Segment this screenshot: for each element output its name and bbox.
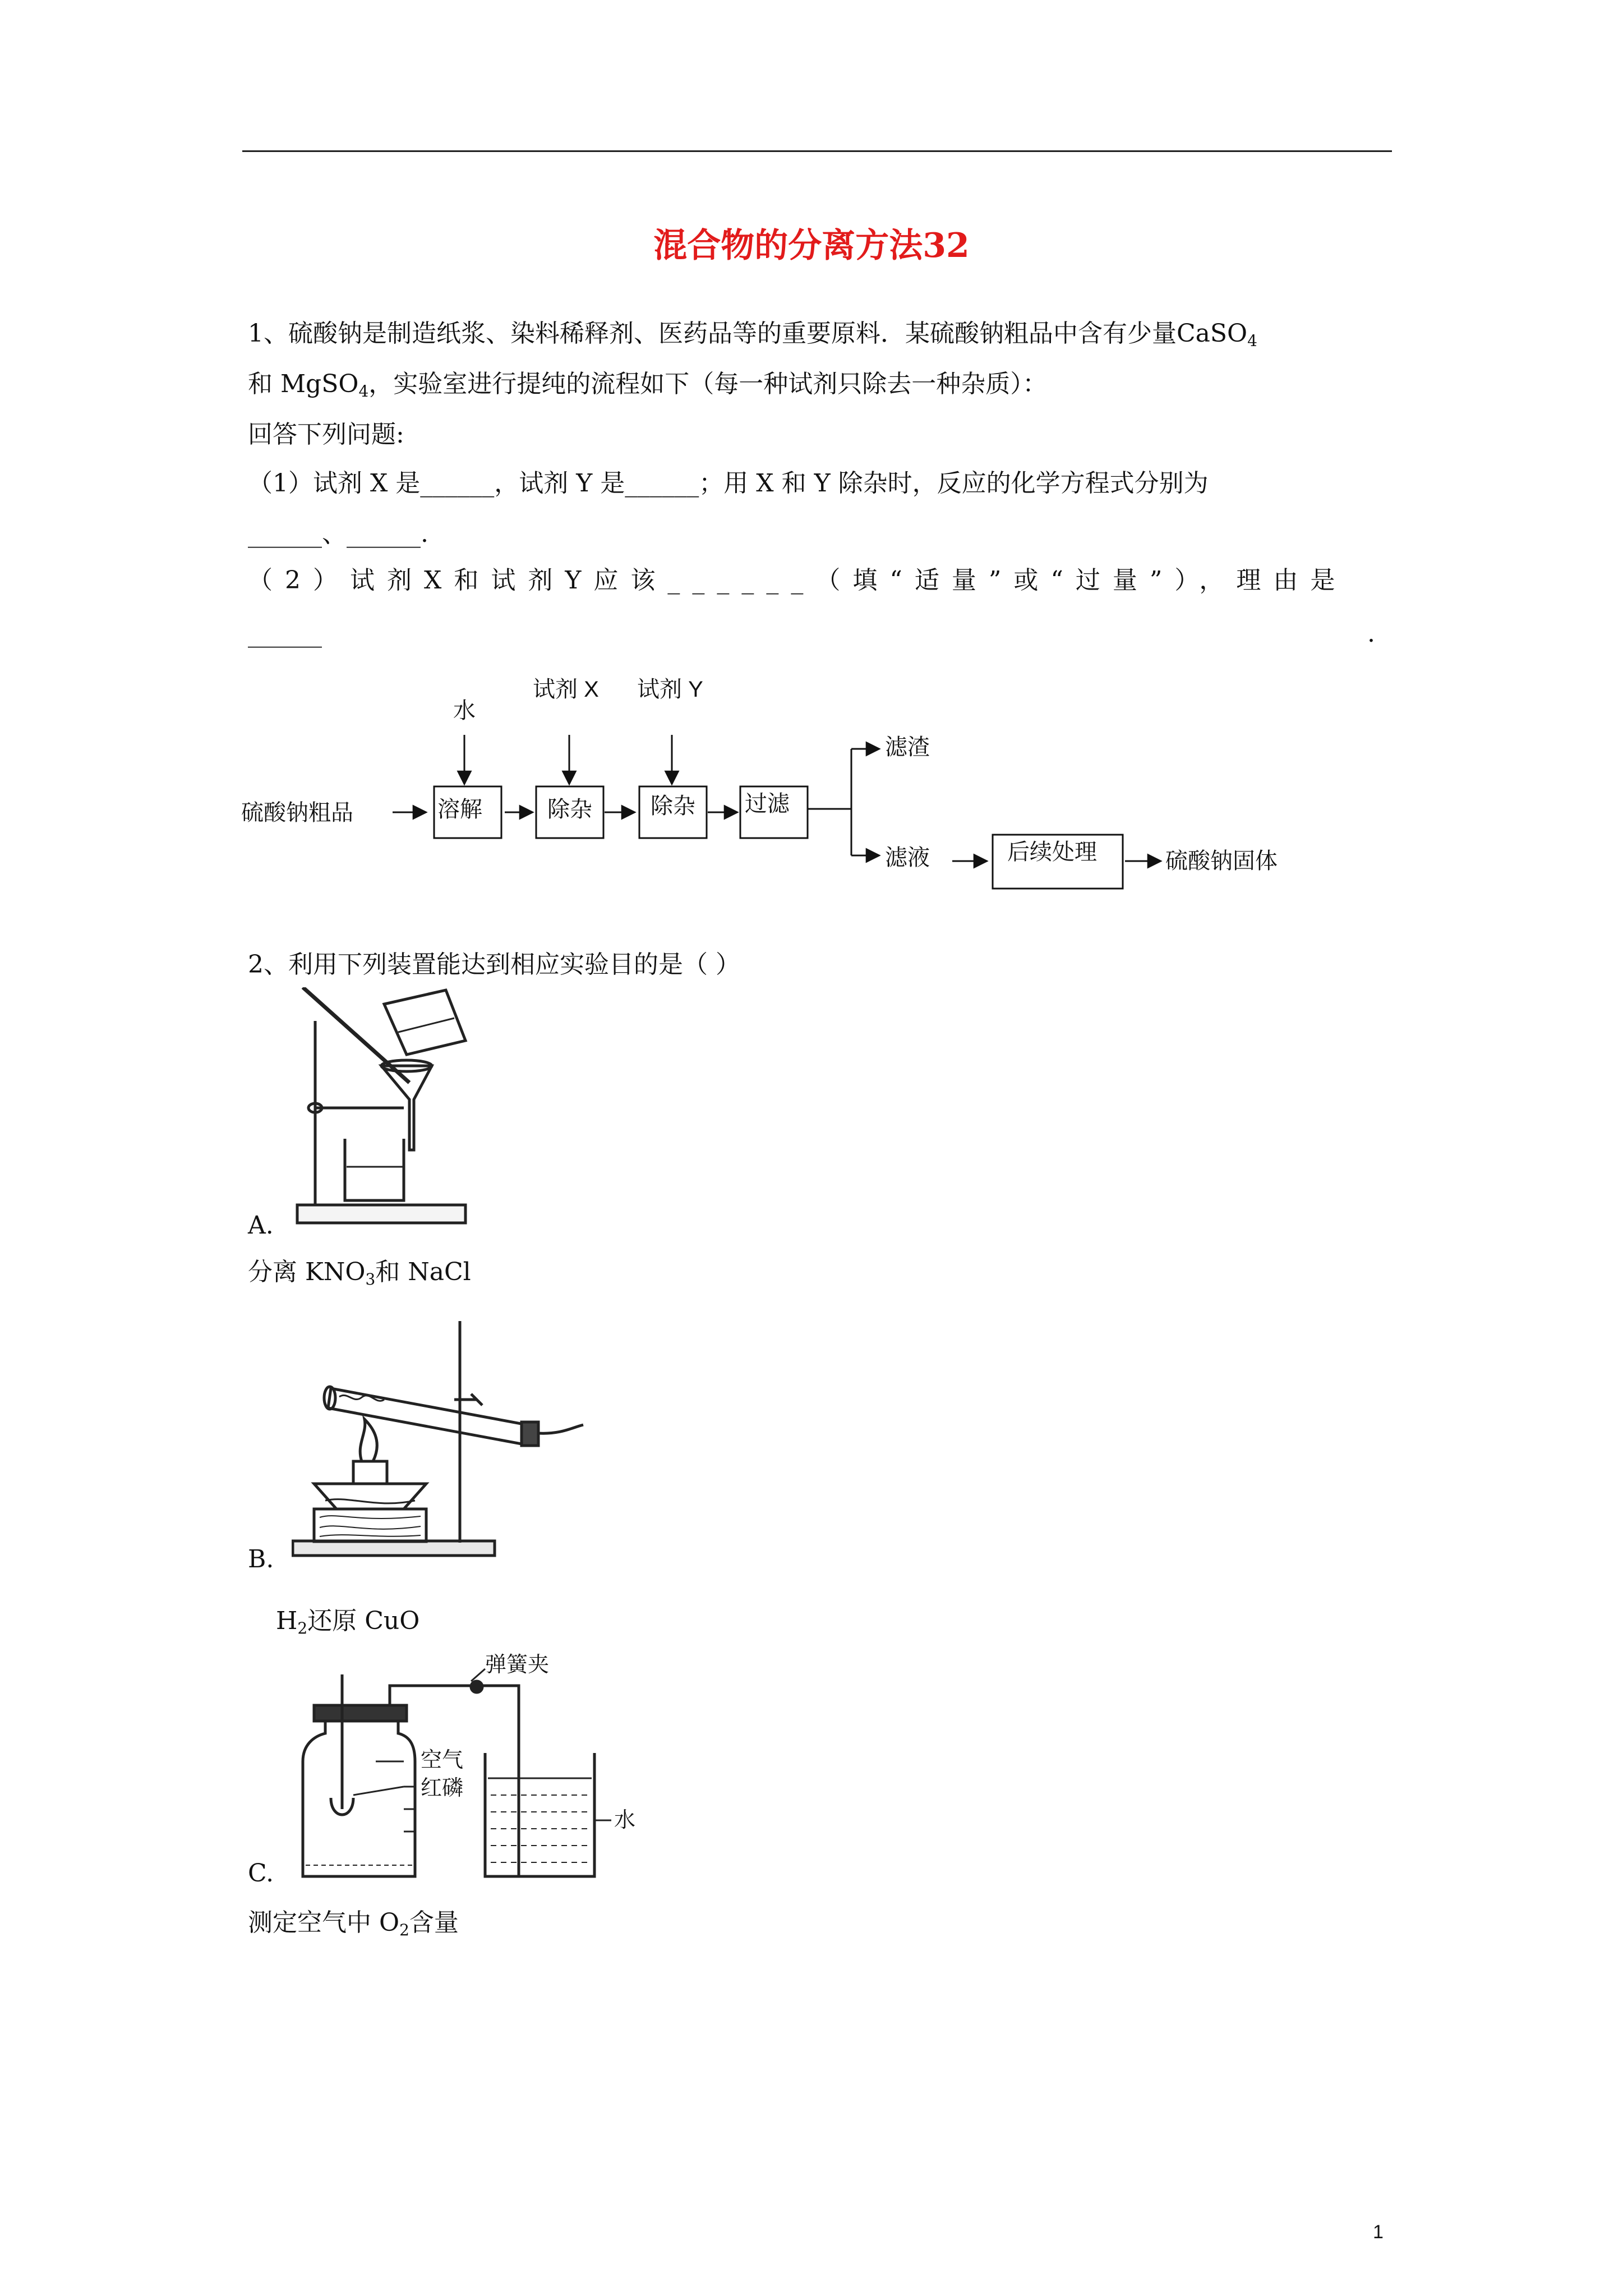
flame — [360, 1419, 377, 1461]
wooden-block — [314, 1509, 426, 1542]
q1-line-2 — [248, 367, 1047, 408]
label-water: 水 — [614, 1809, 636, 1832]
label-spring-clip: 弹簧夹 — [485, 1653, 550, 1677]
flow-residue: 滤渣 — [885, 735, 930, 760]
caption-text: 和 NaCl — [375, 1258, 471, 1286]
option-b-caption — [276, 1604, 419, 1645]
formula-mgso4: MgSO — [280, 370, 359, 398]
wood-grain — [320, 1516, 421, 1536]
caption-text: 含量 — [409, 1908, 459, 1937]
q1-line-6: （2）试剂X和试剂Y应该______（填“适量”或“过量”），理由是 — [248, 566, 1348, 595]
q1-text: ，实验室进行提纯的流程如下（每一种试剂只除去一种杂质）： — [368, 370, 1048, 398]
label-air: 空气 — [421, 1749, 464, 1772]
flow-post-treatment: 后续处理 — [1007, 840, 1097, 864]
stopper — [522, 1422, 538, 1446]
q1-line-7-blank: ______ — [248, 619, 322, 648]
flow-water: 水 — [453, 698, 476, 723]
lamp-liquid — [325, 1499, 415, 1503]
flow-step-remove-1: 除杂 — [547, 797, 592, 822]
red-p-leader — [353, 1787, 404, 1795]
q1-line-7-end: . — [1367, 619, 1375, 648]
beaker — [485, 1753, 594, 1876]
flow-step-remove-2: 除杂 — [651, 794, 695, 818]
spring-clip-leader — [471, 1669, 485, 1681]
apparatus-c-oxygen — [292, 1652, 651, 1888]
option-c-label: C. — [248, 1859, 274, 1888]
flow-filtrate: 滤液 — [885, 845, 930, 870]
q1-line-4: （1）试剂 X 是______，试剂 Y 是______；用 X 和 Y 除杂时，反应的化学方程式分别为 — [248, 469, 1209, 498]
lamp-body — [314, 1484, 426, 1509]
apparatus-b-reduction — [292, 1315, 594, 1562]
spring-clip-icon — [471, 1681, 482, 1692]
test-tube — [328, 1388, 527, 1444]
option-a-caption — [248, 1255, 471, 1296]
formula-subscript: 2 — [297, 1619, 308, 1637]
option-b-label: B. — [248, 1545, 274, 1573]
formula-subscript: 2 — [399, 1921, 409, 1939]
flow-reagent-x: 试剂 X — [533, 677, 599, 702]
stand-base — [297, 1205, 465, 1223]
page-number: 1 — [1373, 2221, 1384, 2243]
q1-line-3: 回答下列问题: — [248, 420, 404, 449]
formula-caso4: CaSO — [1177, 319, 1248, 348]
flowchart — [241, 662, 1340, 909]
formula-subscript: 4 — [358, 382, 369, 401]
header-rule — [242, 150, 1392, 152]
caption-text: H — [276, 1607, 298, 1635]
formula-subscript: 4 — [1247, 332, 1257, 350]
flow-output: 硫酸钠固体 — [1165, 849, 1278, 873]
beaker — [345, 1139, 404, 1200]
flow-reagent-y: 试剂 Y — [637, 677, 703, 702]
option-a-label: A. — [248, 1211, 274, 1240]
q1-text: 和 — [248, 370, 273, 398]
label-red-phosphorus: 红磷 — [421, 1777, 464, 1800]
flow-step-filter: 过滤 — [745, 792, 790, 816]
caption-text: 分离 KNO — [248, 1258, 366, 1286]
lamp-neck — [353, 1461, 387, 1484]
caption-text: 还原 CuO — [307, 1607, 420, 1635]
caption-text: 测定空气中 O — [248, 1908, 400, 1937]
stand-base — [293, 1541, 495, 1556]
q1-text: 1、硫酸钠是制造纸浆、染料稀释剂、医药品等的重要原料．某硫酸钠粗品中含有少量 — [248, 319, 1177, 348]
bottle-stopper — [314, 1705, 407, 1721]
apparatus-a-filtration — [292, 987, 494, 1240]
formula-subscript: 3 — [365, 1270, 376, 1289]
q1-line-1 — [248, 317, 1257, 358]
option-c-caption — [248, 1906, 459, 1947]
bottle — [303, 1719, 415, 1876]
flow-input: 硫酸钠粗品 — [241, 800, 353, 825]
page-title: 混合物的分离方法32 — [653, 226, 970, 265]
flow-step-dissolve: 溶解 — [437, 797, 482, 822]
q1-line-5: ______、______. — [248, 519, 428, 548]
q2-stem: 2、利用下列装置能达到相应实验目的是（ ） — [248, 950, 740, 979]
delivery-tube — [538, 1425, 583, 1433]
pouring-beaker — [384, 990, 465, 1055]
pouring-liquid — [398, 1018, 454, 1032]
